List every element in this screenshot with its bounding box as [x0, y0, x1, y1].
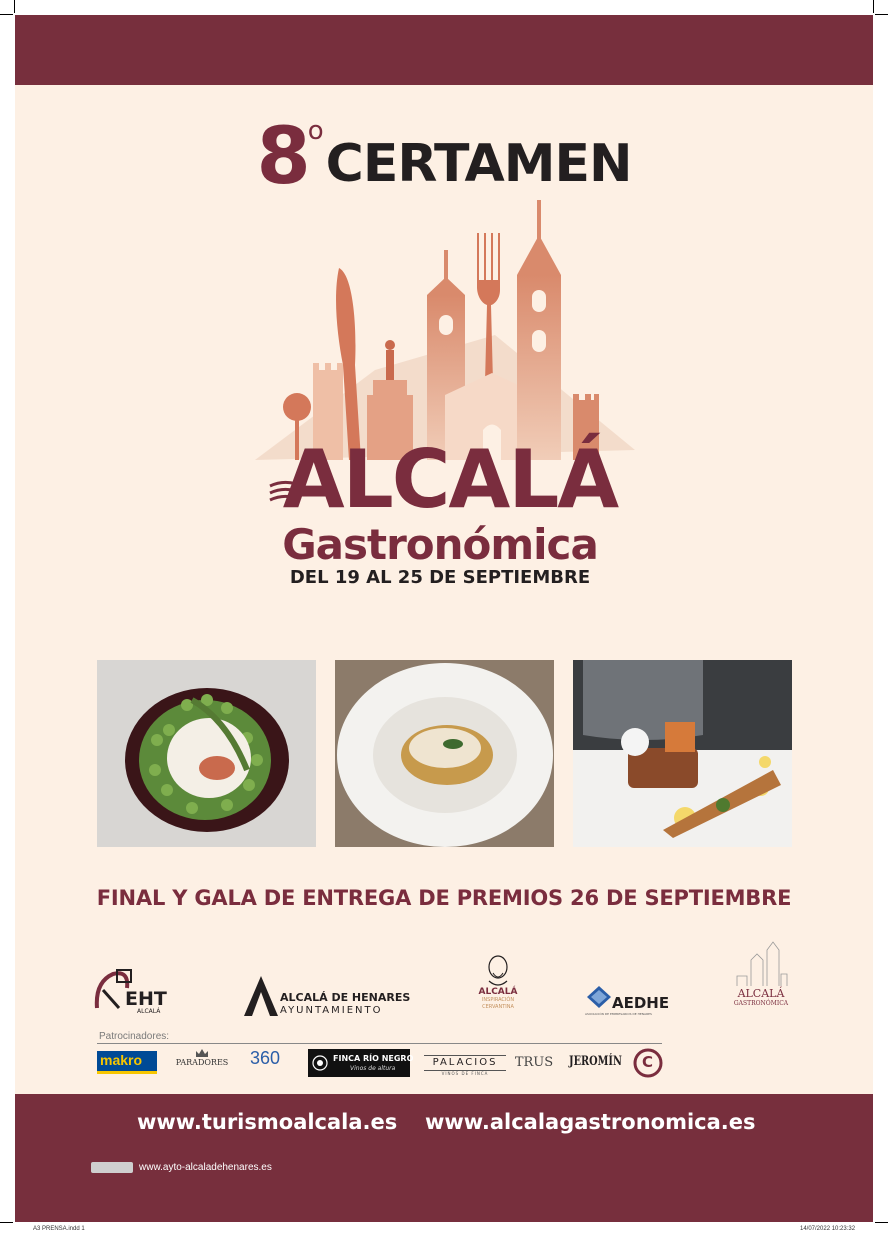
logo-alcala-text: ALCALÁ	[282, 433, 618, 526]
finca-sub: Vinos de altura	[350, 1065, 396, 1072]
s360-text: 360	[250, 1048, 281, 1068]
aedhe-diamond-icon	[587, 986, 611, 1008]
title-word: CERTAMEN	[325, 134, 632, 194]
statue-icon	[385, 340, 395, 350]
skyline-illustration	[255, 195, 635, 460]
logo-ayuntamiento	[244, 976, 411, 1020]
cervantes-portrait-icon	[485, 955, 511, 987]
print-file-name: A3 PRENSA.indd 1	[33, 1226, 85, 1232]
final-gala-prefix: FINAL Y GALA DE ENTREGA DE PREMIOS	[96, 886, 571, 910]
makro-text: makro	[100, 1052, 143, 1068]
event-dates: DEL 19 AL 25 DE SEPTIEMBRE	[289, 567, 591, 588]
logo-alcala-gastronomica-small	[730, 940, 792, 1020]
palacios-text: PALACIOS	[424, 1055, 506, 1071]
crop-mark	[875, 1222, 888, 1223]
c-text: C	[642, 1053, 654, 1071]
sponsors-divider	[97, 1043, 662, 1044]
link-alcalagastronomica[interactable]: www.alcalagastronomica.es	[425, 1110, 756, 1134]
logo-jeromin	[567, 1048, 621, 1080]
link-ayto[interactable]: www.ayto-alcaladehenares.es	[139, 1162, 272, 1173]
final-gala-date: 26 DE SEPTIEMBRE	[570, 886, 792, 910]
inspiracion-line1: ALCALÁ	[478, 987, 518, 997]
alcala-gastro-small-line1: ALCALÁ	[737, 987, 785, 1000]
logo-eht-alcala	[93, 968, 173, 1016]
logo-paradores	[172, 1048, 232, 1076]
photo-cloche-dessert	[573, 660, 792, 847]
finca-text: FINCA RÍO NEGRO	[333, 1054, 414, 1063]
edition-degree: o	[307, 116, 324, 146]
crop-mark	[0, 1222, 13, 1223]
inspiracion-line3: CERVANTINA	[482, 1004, 514, 1010]
logo-palacios	[424, 1052, 506, 1076]
aedhe-sub: ASOCIACIÓN DE EMPRESARIOS DE HENARES	[585, 1012, 652, 1016]
finca-emblem-icon	[312, 1055, 328, 1071]
eht-text: EHT	[125, 988, 167, 1010]
crop-mark	[873, 0, 874, 13]
ayto-badge-icon	[91, 1162, 133, 1173]
inspiracion-line2: INSPIRACIÓN	[481, 997, 515, 1003]
jeromin-text: JEROMÍN	[569, 1054, 622, 1069]
crop-mark	[875, 14, 888, 15]
palacios-sub: VINOS DE FINCA	[441, 1071, 489, 1076]
logo-360	[250, 1048, 290, 1076]
logo-gastronomica-text: Gastronómica	[282, 520, 598, 569]
logo-aedhe	[585, 986, 670, 1020]
alcala-gastro-small-line2: GASTRONÓMICA	[733, 1000, 789, 1007]
logo-trus	[514, 1051, 554, 1075]
final-gala-text	[0, 886, 888, 910]
logo-makro	[97, 1051, 157, 1074]
photo-peas-dish	[97, 660, 316, 847]
top-band	[15, 15, 873, 85]
ayuntamiento-a-icon	[244, 976, 278, 1016]
crop-mark	[0, 14, 13, 15]
eht-sub: ALCALÁ	[137, 1008, 161, 1015]
logo-c-circle	[633, 1048, 663, 1080]
logo-finca-rio-negro	[308, 1049, 414, 1077]
paradores-text: PARADORES	[175, 1058, 229, 1067]
print-timestamp: 14/07/2022 10:23:32	[800, 1226, 856, 1232]
crop-mark	[14, 0, 15, 13]
tree-icon	[283, 393, 311, 421]
ayuntamiento-line2: AYUNTAMIENTO	[280, 1005, 383, 1016]
trus-text: TRUS	[514, 1055, 554, 1070]
edition-number: 8	[256, 112, 308, 202]
small-skyline-icon	[733, 940, 789, 988]
paradores-crown-icon	[195, 1048, 209, 1058]
logo-inspiracion-cervantina	[470, 955, 526, 1021]
sponsors-label: Patrocinadores:	[99, 1031, 170, 1042]
link-turismoalcala[interactable]: www.turismoalcala.es	[137, 1110, 398, 1134]
ayuntamiento-line1: ALCALÁ DE HENARES	[280, 991, 411, 1004]
event-title	[0, 112, 888, 202]
photo-ravioli-dish	[335, 660, 554, 847]
aedhe-text: AEDHE	[612, 994, 670, 1012]
